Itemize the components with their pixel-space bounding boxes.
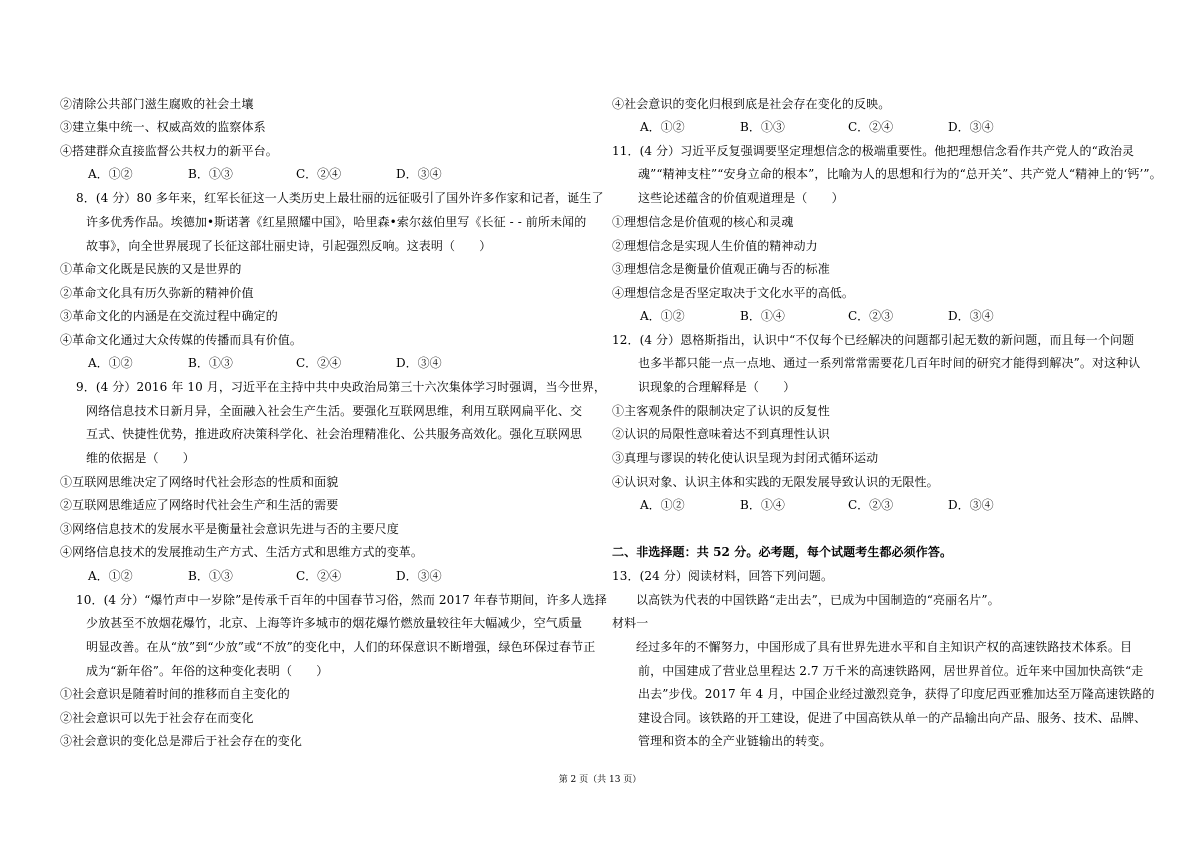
q7-option-3: ③建立集中统一、权威高效的监察体系 (60, 120, 266, 134)
q7-choice-d: D．③④ (396, 167, 442, 181)
q12-option-3: ③真理与谬误的转化使认识呈现为封闭式循环运动 (612, 451, 879, 465)
q9-option-3: ③网络信息技术的发展水平是衡量社会意识先进与否的主要尺度 (60, 522, 399, 536)
q9-choice-c: C．②④ (296, 569, 342, 583)
q12-stem-line-3: 识现象的合理解释是（ ） (638, 380, 796, 394)
q9-stem-line-1: 9．(4 分）2016 年 10 月，习近平在主持中共中央政治局第三十六次集体学习时强调，当今世界， (76, 380, 607, 394)
q10-stem-line-4: 成为“新年俗”。年俗的这种变化表明（ ） (86, 664, 329, 678)
q9-choice-d: D．③④ (396, 569, 442, 583)
q10-option-2: ②社会意识可以先于社会存在而变化 (60, 711, 254, 725)
q12-stem-line-1: 12．(4 分）恩格斯指出，认识中“不仅每个已经解决的问题都引起无数的新问题，而且每一个问题 (612, 333, 1135, 347)
q10-option-1: ①社会意识是随着时间的推移而自主变化的 (60, 687, 290, 701)
q9-choice-a: A．①② (88, 569, 133, 583)
q11-option-1: ①理想信念是价值观的核心和灵魂 (612, 215, 794, 229)
q11-option-2: ②理想信念是实现人生价值的精神动力 (612, 239, 818, 253)
q12-stem-line-2: 也多半都只能一点一点地、通过一系列常常需要花几百年时间的研究才能得到解决”。对这种认 (638, 356, 1141, 370)
q9-option-4: ④网络信息技术的发展推动生产方式、生活方式和思维方式的变革。 (60, 545, 424, 559)
q12-choice-d: D．③④ (948, 498, 994, 512)
q9-stem-line-3: 互式、快捷性优势，推进政府决策科学化、社会治理精准化、公共服务高效化。强化互联网思 (86, 427, 583, 441)
q11-choices (640, 308, 1140, 324)
q9-option-2: ②互联网思维适应了网络时代社会生产和生活的需要 (60, 498, 339, 512)
q11-choice-d: D．③④ (948, 309, 994, 323)
material-1-line-4: 建设合同。该铁路的开工建设，促进了中国高铁从单一的产品输出向产品、服务、技术、品牌、 (638, 711, 1147, 725)
q7-choice-c: C．②④ (296, 167, 342, 181)
q9-stem-line-2: 网络信息技术日新月异，全面融入社会生产生活。要强化互联网思维，利用互联网扁平化、交 (86, 404, 583, 418)
q10-choice-a: A．①② (640, 120, 685, 134)
q8-stem-line-1: 8．(4 分）80 多年来，红军长征这一人类历史上最壮丽的远征吸引了国外许多作家和记者，诞生了 (76, 191, 604, 205)
q12-option-4: ④认识对象、认识主体和实践的无限发展导致认识的无限性。 (612, 475, 939, 489)
material-1-line-3: 出去”步伐。2017 年 4 月，中国企业经过激烈竞争，获得了印度尼西亚雅加达至万隆高速铁路的 (638, 687, 1155, 701)
q9-option-1: ①互联网思维决定了网络时代社会形态的性质和面貌 (60, 475, 339, 489)
q11-option-4: ④理想信念是否坚定取决于文化水平的高低。 (612, 286, 855, 300)
q8-choice-c: C．②④ (296, 356, 342, 370)
material-1-line-1: 经过多年的不懈努力，中国形成了具有世界先进水平和自主知识产权的高速铁路技术体系。目 (636, 640, 1133, 654)
q11-choice-a: A．①② (640, 309, 685, 323)
q11-choice-b: B．①④ (740, 309, 785, 323)
q10-stem-line-3: 明显改善。在从“放”到“少放”或“不放”的变化中，人们的环保意识不断增强，绿色环保过春节正 (86, 640, 596, 654)
q8-option-3: ③革命文化的内涵是在交流过程中确定的 (60, 309, 278, 323)
material-1-line-2: 前，中国建成了营业总里程达 2.7 万千米的高速铁路网，居世界首位。近年来中国加快高铁“走 (638, 664, 1144, 678)
q7-choices (88, 166, 588, 182)
q10-choices (640, 119, 1140, 135)
page-footer: 第 2 页（共 13 页） (558, 775, 642, 785)
q11-stem-line-2: 魂”“精神支柱”“安身立命的根本”，比喻为人的思想和行为的“总开关”、共产党人“精神上的‘钙’”。 (638, 167, 1162, 181)
q10-choice-d: D．③④ (948, 120, 994, 134)
q10-option-4: ④社会意识的变化归根到底是社会存在变化的反映。 (612, 97, 891, 111)
material-1-label: 材料一 (612, 616, 649, 630)
q8-stem-line-3: 故事》，向全世界展现了长征这部壮丽史诗，引起强烈反响。这表明（ ） (86, 239, 492, 253)
q8-choices (88, 355, 588, 371)
q10-choice-b: B．①③ (740, 120, 785, 134)
q10-choice-c: C．②④ (848, 120, 894, 134)
q12-choice-a: A．①② (640, 498, 685, 512)
q9-choice-b: B．①③ (188, 569, 233, 583)
q10-option-3: ③社会意识的变化总是滞后于社会存在的变化 (60, 734, 303, 748)
section-2-heading: 二、非选择题：共 52 分。必考题，每个试题考生都必须作答。 (612, 545, 953, 559)
q11-choice-c: C．②③ (848, 309, 894, 323)
q10-stem-line-2: 少放甚至不放烟花爆竹，北京、上海等许多城市的烟花爆竹燃放量较往年大幅减少，空气质量 (86, 616, 583, 630)
q12-option-1: ①主客观条件的限制决定了认识的反复性 (612, 404, 830, 418)
q8-option-4: ④革命文化通过大众传媒的传播而具有价值。 (60, 333, 303, 347)
q7-choice-a: A．①② (88, 167, 133, 181)
material-1-line-5: 管理和资本的全产业链输出的转变。 (638, 734, 832, 748)
q8-choice-a: A．①② (88, 356, 133, 370)
q11-option-3: ③理想信念是衡量价值观正确与否的标准 (612, 262, 830, 276)
q13-intro: 以高铁为代表的中国铁路“走出去”，已成为中国制造的“亮丽名片”。 (636, 593, 1000, 607)
q7-option-2: ②清除公共部门滋生腐败的社会土壤 (60, 97, 254, 111)
q9-choices (88, 568, 588, 584)
q11-stem-line-1: 11．(4 分）习近平反复强调要坚定理想信念的极端重要性。他把理想信念看作共产党人的“政治灵 (612, 144, 1135, 158)
q10-stem-line-1: 10．(4 分）“爆竹声中一岁除”是传承千百年的中国春节习俗，然而 2017 年春节期间，许多人选择 (76, 593, 607, 607)
q7-choice-b: B．①③ (188, 167, 233, 181)
q8-choice-b: B．①③ (188, 356, 233, 370)
q8-choice-d: D．③④ (396, 356, 442, 370)
q8-option-2: ②革命文化具有历久弥新的精神价值 (60, 286, 254, 300)
q9-stem-line-4: 维的依据是（ ） (86, 451, 195, 465)
q12-choice-c: C．②③ (848, 498, 894, 512)
q7-option-4: ④搭建群众直接监督公共权力的新平台。 (60, 144, 278, 158)
q11-stem-line-3: 这些论述蕴含的价值观道理是（ ） (638, 191, 844, 205)
q12-choice-b: B．①④ (740, 498, 785, 512)
q8-option-1: ①革命文化既是民族的又是世界的 (60, 262, 242, 276)
q12-choices (640, 497, 1140, 513)
q13-stem: 13．(24 分）阅读材料，回答下列问题。 (612, 569, 834, 583)
q12-option-2: ②认识的局限性意味着达不到真理性认识 (612, 427, 830, 441)
q8-stem-line-2: 许多优秀作品。埃德加•斯诺著《红星照耀中国》，哈里森•索尔兹伯里写《长征 - - 前所未闻的 (86, 215, 587, 229)
